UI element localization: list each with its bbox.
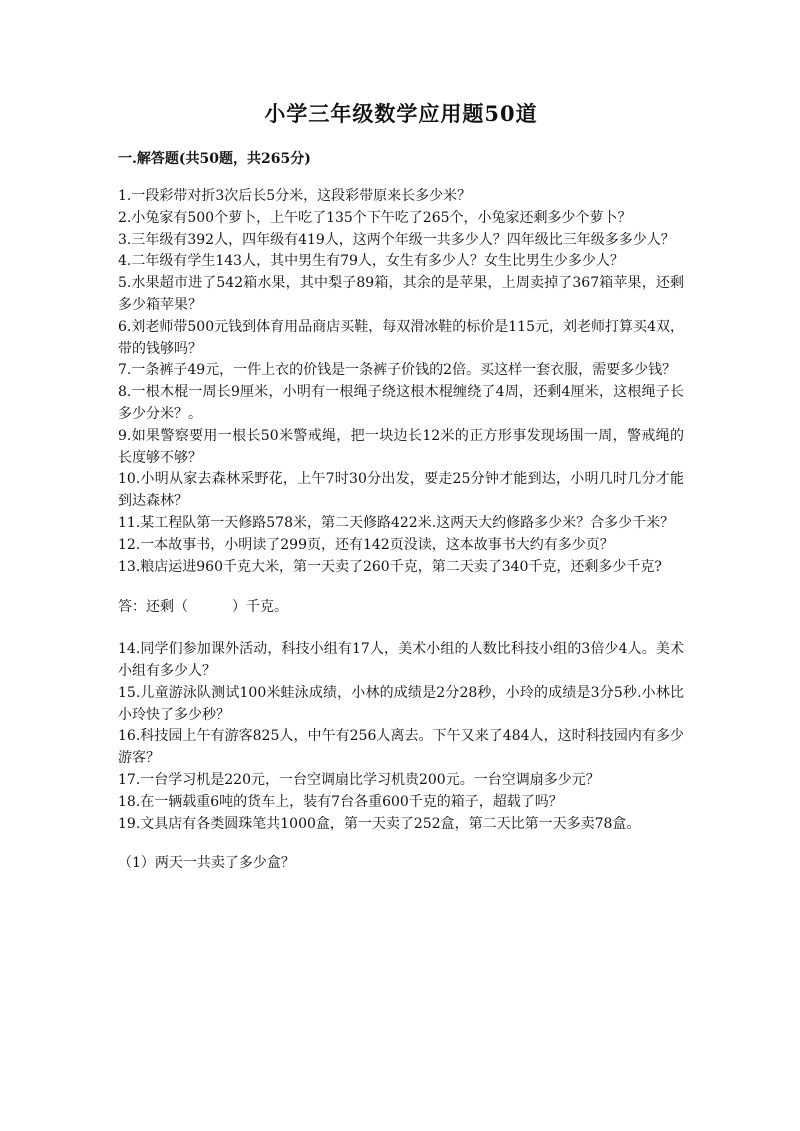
question-list [118, 186, 684, 875]
question-item: 17.一台学习机是220元，一台空调扇比学习机贵200元。一台空调扇多少元？ [118, 771, 600, 788]
answer-suffix: ）千克。 [232, 599, 288, 616]
question-item: 9.如果警察要用一根长50米警戒绳，把一块边长12米的正方形事发现场围一周，警戒绳的长度够不够？ [118, 427, 684, 466]
question-item: 2.小兔家有500个萝卜，上午吃了135个下午吃了265个，小兔家还剩多少个萝卜？ [118, 209, 632, 226]
question-item: 14.同学们参加课外活动，科技小组有17人，美术小组的人数比科技小组的3倍少4人。美术小组有多少人？ [118, 641, 684, 679]
answer-line [118, 597, 684, 619]
question-item: 8.一根木棍一周长9厘米，小明有一根绳子绕这根木棍缠绕了4周，还剩4厘米，这根绳子长多少分米？。 [118, 384, 684, 422]
question-item: 13.粮店运进960千克大米，第一天卖了260千克，第二天卖了340千克，还剩多少千克? [118, 558, 662, 575]
section-heading: 一.解答题(共50题，共265分) [118, 151, 311, 167]
sub-question: （1）两天一共卖了多少盒？ [118, 855, 295, 872]
question-item: 11.某工程队第一天修路578米，第二天修路422米.这两天大约修路多少米？合多少千米？ [118, 514, 675, 531]
question-item: 12.一本故事书，小明读了299页，还有142页没读，这本故事书大约有多少页？ [118, 536, 614, 553]
answer-prefix: 答：还剩（ [118, 599, 188, 616]
question-item: 5.水果超市进了542箱水果，其中梨子89箱，其余的是苹果，上周卖掉了367箱苹果，还剩多少箱苹果？ [118, 275, 684, 313]
question-item: 18.在一辆载重6吨的货车上，装有7台各重600千克的箱子，超载了吗？ [118, 793, 563, 810]
question-item: 19.文具店有各类圆珠笔共1000盒，第一天卖了252盒，第二天比第一天多卖78盒。 [118, 815, 641, 832]
page-title: 小学三年级数学应用题50道 [264, 101, 538, 126]
question-item: 15.儿童游泳队测试100米蛙泳成绩，小林的成绩是2分28秒，小玲的成绩是3分5秒.小林比小玲快了多少秒？ [118, 684, 684, 723]
question-item: 3.三年级有392人，四年级有419人，这两个年级一共多少人？四年级比三年级多多少人？ [118, 231, 675, 248]
question-item: 16.科技园上午有游客825人，中午有256人离去。下午又来了484人，这时科技园内有多少游客？ [118, 728, 684, 767]
question-item: 10.小明从家去森林采野花，上午7时30分出发，要走25分钟才能到达，小明几时几分才能到达森林？ [118, 471, 684, 510]
question-item: 7.一条裤子49元，一件上衣的价钱是一条裤子价钱的2倍。买这样一套衣服，需要多少钱？ [118, 362, 677, 379]
question-item: 1.一段彩带对折3次后长5分米，这段彩带原来长多少米？ [118, 188, 472, 204]
question-item: 4.二年级有学生143人，其中男生有79人，女生有多少人？女生比男生少多少人？ [118, 253, 624, 270]
question-item: 6.刘老师带500元钱到体育用品商店买鞋，每双滑冰鞋的标价是115元，刘老师打算买4双，带的钱够吗？ [118, 318, 684, 357]
